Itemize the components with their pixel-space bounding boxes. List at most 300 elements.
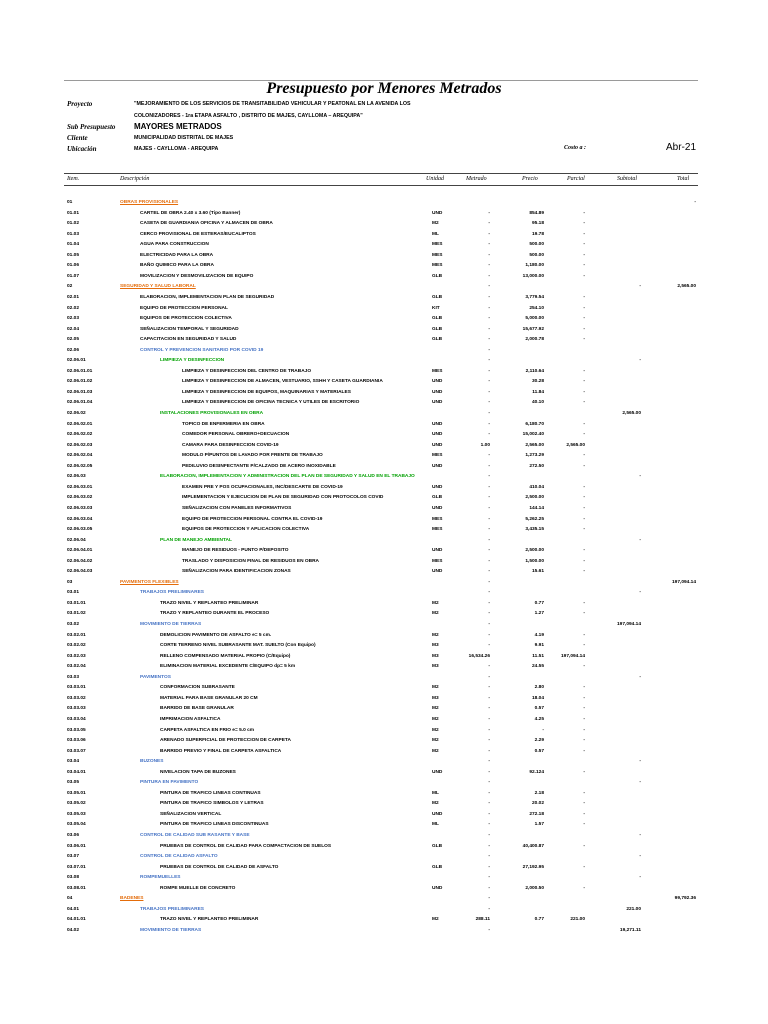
column-header-subtotal: Subtotal: [617, 176, 638, 182]
description-cell: DEMOLICION PAVIMENTO DE ASFALTO e= 5 cm.: [160, 632, 272, 638]
parcial-cell: -: [583, 801, 585, 807]
description-cell: ARENADO SUPERFICIAL DE PROTECCION DE CARPETA: [160, 738, 291, 744]
metrado-cell: -: [488, 822, 490, 828]
item-cell: 04.01.01: [67, 917, 86, 923]
item-cell: 01.05: [67, 252, 80, 258]
metrado-cell: -: [488, 906, 490, 912]
description-cell: INSTALACIONES PROVISIONALES EN OBRA: [160, 411, 264, 416]
table-row: [0, 873, 768, 884]
column-header-precio: Precio: [522, 176, 538, 182]
metrado-cell: -: [488, 695, 490, 701]
item-cell: 02.06.04.03: [67, 569, 93, 575]
unit-cell: GLB: [432, 326, 443, 332]
total-cell: -: [694, 200, 696, 205]
precio-cell: 2.29: [534, 738, 544, 744]
metrado-cell: -: [488, 527, 490, 533]
precio-cell: 13,000.00: [522, 273, 544, 279]
metrado-cell: -: [488, 326, 490, 332]
item-cell: 03.05.01: [67, 790, 86, 796]
metrado-cell: 1.00: [480, 442, 490, 448]
table-row: [0, 852, 768, 863]
table-row: [0, 736, 768, 747]
table-row: [0, 631, 768, 642]
metrado-cell: -: [488, 801, 490, 807]
unit-cell: M2: [432, 727, 439, 733]
table-row: [0, 588, 768, 599]
precio-cell: 854.89: [529, 210, 544, 216]
unit-cell: MES: [432, 527, 443, 533]
table-row: [0, 820, 768, 831]
subtotal-cell: -: [639, 674, 641, 680]
metrado-cell: -: [488, 516, 490, 522]
metrado-cell: -: [488, 780, 490, 786]
description-cell: SEGURIDAD Y SALUD LABORAL: [120, 284, 196, 290]
description-cell: NIVELACION TAPA DE BUZONES: [160, 769, 236, 775]
precio-cell: 2,500.00: [525, 548, 544, 554]
description-cell: MOVIMIENTO DE TIERRAS: [140, 622, 202, 627]
table-row: [0, 493, 768, 504]
precio-cell: 2,000.78: [525, 337, 544, 343]
table-row: [0, 441, 768, 452]
item-cell: 03.05.03: [67, 811, 86, 817]
item-cell: 02.06.02.03: [67, 442, 93, 448]
unit-cell: MES: [432, 242, 443, 248]
description-cell: EQUIPO DE PROTECCION PERSONAL CONTRA EL COVID-19: [182, 516, 323, 522]
metrado-cell: -: [488, 294, 490, 300]
ubicacion-label: Ubicación: [67, 145, 97, 153]
parcial-cell: -: [583, 600, 585, 606]
description-cell: MATERIAL PARA BASE GRANULAR 20 CM: [160, 695, 258, 701]
description-cell: PRUEBAS DE CONTROL DE CALIDAD PARA COMPACTACION DE SUELOS: [160, 843, 332, 849]
table-row: [0, 789, 768, 800]
parcial-cell: -: [583, 727, 585, 733]
table-row: [0, 251, 768, 262]
header-rule-bottom: [64, 185, 698, 186]
unit-cell: GLB: [432, 337, 443, 343]
precio-cell: 2,565.00: [525, 442, 544, 448]
description-cell: SEÑALIZACION PARA IDENTIFICACION ZONAS: [182, 569, 291, 575]
column-header-descripcion: Descripción: [120, 176, 150, 182]
description-cell: CAPACITACION EN SEGURIDAD Y SALUD: [140, 337, 237, 343]
metrado-cell: -: [488, 590, 490, 596]
unit-cell: GLB: [432, 495, 443, 501]
precio-cell: 144.14: [529, 505, 544, 511]
table-row: [0, 673, 768, 684]
subtotal-cell: -: [639, 474, 641, 480]
item-cell: 01.03: [67, 231, 80, 237]
description-cell: TRASLADO Y DISPOSICION FINAL DE RESIDUOS EN OBRA: [182, 558, 319, 564]
precio-cell: 3,779.54: [525, 294, 544, 300]
table-row: [0, 926, 768, 937]
metrado-cell: -: [488, 558, 490, 564]
table-row: [0, 261, 768, 272]
item-cell: 03.05.02: [67, 801, 86, 807]
description-cell: LIMPIEZA Y DESINFECCION: [160, 358, 225, 364]
precio-cell: 9.91: [534, 643, 544, 649]
description-cell: CONTROL DE CALIDAD SUB RASANTE Y BASE: [140, 833, 250, 838]
parcial-cell: -: [583, 569, 585, 575]
metrado-cell: -: [488, 885, 490, 891]
parcial-cell: -: [583, 231, 585, 237]
metrado-cell: -: [488, 716, 490, 722]
table-row: [0, 198, 768, 209]
parcial-cell: -: [583, 316, 585, 322]
table-row: [0, 546, 768, 557]
subtotal-cell: -: [639, 854, 641, 860]
parcial-cell: -: [583, 843, 585, 849]
metrado-cell: -: [488, 790, 490, 796]
table-row: [0, 282, 768, 293]
table-row: [0, 799, 768, 810]
item-cell: 02: [67, 284, 73, 290]
metrado-cell: -: [488, 706, 490, 712]
precio-cell: 5,262.25: [525, 516, 544, 522]
parcial-cell: -: [583, 558, 585, 564]
fecha-label: Costo a :: [564, 145, 587, 151]
description-cell: CASETA DE GUARDIANIA OFICINA Y ALMACEN DE OBRA: [140, 221, 273, 227]
table-row: [0, 504, 768, 515]
subtotal-cell: 221.00: [626, 906, 641, 912]
column-header-parcial: Parcial: [567, 176, 585, 182]
precio-cell: 0.57: [534, 706, 544, 712]
subtotal-cell: -: [639, 590, 641, 596]
parcial-cell: -: [583, 822, 585, 828]
description-cell: SEÑALIZACION CON PANELES INFORMATIVOS: [182, 505, 292, 511]
parcial-cell: -: [583, 400, 585, 406]
precio-cell: 4.25: [534, 716, 544, 722]
unit-cell: M3: [432, 695, 439, 701]
parcial-cell: -: [583, 885, 585, 891]
unit-cell: UND: [432, 505, 443, 511]
parcial-cell: -: [583, 790, 585, 796]
item-cell: 03.07.01: [67, 864, 86, 870]
subpresupuesto-label: Sub Presupuesto: [67, 123, 116, 131]
description-cell: MOVILIZACION Y DESMOVILIZACION DE EQUIPO: [140, 273, 254, 279]
metrado-cell: -: [488, 927, 490, 933]
table-row: [0, 884, 768, 895]
table-row: [0, 209, 768, 220]
metrado-cell: -: [488, 411, 490, 416]
table-row: [0, 609, 768, 620]
item-cell: 01.04: [67, 242, 80, 248]
unit-cell: M2: [432, 738, 439, 744]
unit-cell: ML: [432, 790, 439, 796]
table-row: [0, 325, 768, 336]
parcial-cell: -: [583, 495, 585, 501]
metrado-cell: -: [488, 242, 490, 248]
parcial-cell: 2,565.00: [566, 442, 585, 448]
total-cell: 99,792.36: [674, 896, 696, 902]
metrado-cell: -: [488, 738, 490, 744]
metrado-cell: -: [488, 273, 490, 279]
precio-cell: 11.84: [532, 389, 544, 395]
unit-cell: M2: [432, 685, 439, 691]
table-row: [0, 483, 768, 494]
item-cell: 02.06.02: [67, 411, 86, 416]
table-row: [0, 778, 768, 789]
description-cell: PLAN DE MANEJO AMBIENTAL: [160, 537, 232, 543]
unit-cell: M3: [432, 653, 439, 659]
table-row: [0, 420, 768, 431]
table-row: [0, 367, 768, 378]
parcial-cell: -: [583, 294, 585, 300]
parcial-cell: -: [583, 864, 585, 870]
item-cell: 02.06.02.05: [67, 463, 93, 469]
description-cell: PINTURA DE TRAFICO SIMBOLOS Y LETRAS: [160, 801, 264, 807]
table-row: [0, 377, 768, 388]
table-row: [0, 230, 768, 241]
unit-cell: MES: [432, 263, 443, 269]
table-row: [0, 462, 768, 473]
item-cell: 03.02.04: [67, 664, 86, 670]
table-row: [0, 557, 768, 568]
parcial-cell: -: [583, 769, 585, 775]
item-cell: 02.06.03.01: [67, 484, 93, 490]
description-cell: TRABAJOS PRELIMINARES: [140, 906, 204, 912]
metrado-cell: -: [488, 537, 490, 543]
parcial-cell: -: [583, 432, 585, 438]
table-row: [0, 409, 768, 420]
metrado-cell: -: [488, 769, 490, 775]
item-cell: 03.05: [67, 780, 80, 786]
metrado-cell: -: [488, 389, 490, 395]
precio-cell: 20.02: [531, 801, 544, 807]
item-cell: 03.03.05: [67, 727, 86, 733]
subtotal-cell: -: [639, 358, 641, 364]
precio-cell: 0.77: [534, 917, 544, 923]
precio-cell: 6,180.70: [525, 421, 544, 427]
subtotal-cell: -: [639, 780, 641, 786]
parcial-cell: -: [583, 273, 585, 279]
metrado-cell: -: [488, 252, 490, 258]
item-cell: 02.06: [67, 347, 80, 353]
description-cell: TRAZO Y REPLANTEO DURANTE EL PROCESO: [160, 611, 270, 617]
table-row: [0, 578, 768, 589]
metrado-cell: -: [488, 759, 490, 765]
unit-cell: MES: [432, 453, 443, 459]
description-cell: TRAZO NIVEL Y REPLANTEO PRELIMINAR: [160, 917, 259, 923]
subtotal-cell: -: [639, 284, 641, 290]
unit-cell: UND: [432, 811, 443, 817]
item-cell: 03.01.02: [67, 611, 86, 617]
parcial-cell: -: [583, 527, 585, 533]
precio-cell: 40.10: [531, 400, 544, 406]
unit-cell: M2: [432, 600, 439, 606]
parcial-cell: -: [583, 716, 585, 722]
unit-cell: UND: [432, 379, 443, 385]
precio-cell: 95.18: [531, 221, 544, 227]
description-cell: ROMPEMUELLES: [140, 875, 181, 881]
table-row: [0, 842, 768, 853]
item-cell: 02.06.01.04: [67, 400, 93, 406]
description-cell: SEÑALIZACION TEMPORAL Y SEGURIDAD: [140, 326, 239, 332]
item-cell: 02.06.01.03: [67, 389, 93, 395]
metrado-cell: -: [488, 843, 490, 849]
precio-cell: 15,677.92: [522, 326, 544, 332]
unit-cell: M2: [432, 917, 439, 923]
precio-cell: -: [542, 727, 544, 733]
parcial-cell: 197,094.14: [560, 653, 585, 659]
metrado-cell: 16,534.26: [468, 653, 490, 659]
unit-cell: GLB: [432, 316, 443, 322]
precio-cell: 19.78: [531, 231, 544, 237]
item-cell: 03.01: [67, 590, 80, 596]
description-cell: EXAMEN PRE Y POS OCUPACIONALES, INC/DESCARTE DE COVID-19: [182, 484, 343, 490]
description-cell: LIMPIEZA Y DESINFECCION DE OFICINA TECNICA Y UTILES DE ESCRITORIO: [182, 400, 360, 406]
precio-cell: 2.80: [534, 685, 544, 691]
item-cell: 01.01: [67, 210, 80, 216]
metrado-cell: -: [488, 432, 490, 438]
parcial-cell: -: [583, 368, 585, 374]
subpresupuesto-value: MAYORES METRADOS: [134, 122, 222, 131]
table-row: [0, 831, 768, 842]
description-cell: CAMARA PARA DESINFECCION COVID-19: [182, 442, 279, 448]
unit-cell: ML: [432, 822, 439, 828]
parcial-cell: -: [583, 632, 585, 638]
precio-cell: 4.19: [534, 632, 544, 638]
description-cell: CORTE TERRENO NIVEL SUBRASANTE MAT. SUELTO (Con Equipo): [160, 643, 316, 649]
table-row: [0, 747, 768, 758]
precio-cell: 27,192.95: [522, 864, 544, 870]
unit-cell: M2: [432, 748, 439, 754]
parcial-cell: -: [583, 811, 585, 817]
description-cell: IMPLEMENTACION Y EJECUCION DE PLAN DE SEGURIDAD CON PROTOCOLOS COVID: [182, 495, 384, 501]
table-row: [0, 293, 768, 304]
metrado-cell: -: [488, 727, 490, 733]
parcial-cell: -: [583, 611, 585, 617]
proyecto-label: Proyecto: [67, 100, 93, 108]
item-cell: 03: [67, 579, 73, 585]
subtotal-cell: 19,271.11: [619, 927, 641, 933]
item-cell: 02.06.04: [67, 537, 86, 543]
metrado-cell: 288.11: [475, 917, 490, 923]
description-cell: CONTROL DE CALIDAD ASFALTO: [140, 854, 218, 860]
description-cell: LIMPIEZA Y DESINFECCION DEL CENTRO DE TRABAJO: [182, 368, 312, 374]
precio-cell: 15.61: [531, 569, 544, 575]
precio-cell: 2,500.00: [525, 495, 544, 501]
table-row: [0, 240, 768, 251]
unit-cell: UND: [432, 885, 443, 891]
item-cell: 04.01: [67, 906, 80, 912]
precio-cell: 1,180.00: [525, 263, 544, 269]
description-cell: PINTURA DE TRAFICO LINEAS DISCONTINUAS: [160, 822, 269, 828]
proyecto-line-1: "MEJORAMIENTO DE LOS SERVICIOS DE TRANSITABILIDAD VEHICULAR Y PEATONAL EN LA AVENIDA LOS: [134, 101, 411, 107]
table-row: [0, 863, 768, 874]
item-cell: 01.02: [67, 221, 80, 227]
description-cell: BARRIDO PREVIO Y FINAL DE CARPETA ASFALTICA: [160, 748, 282, 754]
parcial-cell: -: [583, 706, 585, 712]
column-header-total: Total: [677, 176, 690, 182]
description-cell: MOVIMIENTO DE TIERRAS: [140, 927, 202, 933]
unit-cell: GLB: [432, 864, 443, 870]
description-cell: ELABORACION, IMPLEMENTACION PLAN DE SEGURIDAD: [140, 294, 275, 300]
precio-cell: 500.00: [529, 252, 544, 258]
description-cell: CONTROL Y PREVENCION SANITARIO POR COVID 19: [140, 347, 264, 353]
subtotal-cell: 197,094.14: [616, 622, 641, 627]
table-row: [0, 683, 768, 694]
table-row: [0, 905, 768, 916]
item-cell: 01.07: [67, 273, 80, 279]
description-cell: ELECTRICIDAD PARA LA OBRA: [140, 252, 214, 258]
table-row: [0, 356, 768, 367]
item-cell: 02.06.02.02: [67, 432, 93, 438]
item-cell: 03.07: [67, 854, 80, 860]
description-cell: BUZONES: [140, 759, 164, 765]
item-cell: 03.03.04: [67, 716, 86, 722]
metrado-cell: -: [488, 474, 490, 480]
precio-cell: 11.51: [532, 653, 544, 659]
unit-cell: M2: [432, 611, 439, 617]
parcial-cell: -: [583, 516, 585, 522]
table-row: [0, 536, 768, 547]
subtotal-cell: -: [639, 875, 641, 881]
unit-cell: UND: [432, 389, 443, 395]
metrado-cell: -: [488, 347, 490, 353]
parcial-cell: -: [583, 263, 585, 269]
description-cell: BADENES: [120, 896, 144, 902]
parcial-cell: -: [583, 337, 585, 343]
parcial-cell: -: [583, 643, 585, 649]
table-row: [0, 314, 768, 325]
table-row: [0, 272, 768, 283]
total-cell: 2,565.00: [677, 284, 696, 290]
description-cell: ROMPE MUELLE DE CONCRETO: [160, 885, 236, 891]
item-cell: 03.06.01: [67, 843, 86, 849]
item-cell: 03.04: [67, 759, 80, 765]
metrado-cell: -: [488, 811, 490, 817]
parcial-cell: -: [583, 305, 585, 311]
table-row: [0, 599, 768, 610]
description-cell: IMPRIMACION ASFALTICA: [160, 716, 221, 722]
precio-cell: 272.50: [529, 463, 544, 469]
metrado-cell: -: [488, 263, 490, 269]
parcial-cell: -: [583, 685, 585, 691]
precio-cell: 40,400.87: [522, 843, 544, 849]
description-cell: EQUIPOS DE PROTECCION Y APLICACION COLECTIVA: [182, 527, 310, 533]
cliente-label: Cliente: [67, 134, 88, 142]
metrado-cell: -: [488, 358, 490, 364]
table-row: [0, 915, 768, 926]
description-cell: TRAZO NIVEL Y REPLANTEO PRELIMINAR: [160, 600, 259, 606]
parcial-cell: 221.00: [570, 917, 585, 923]
description-cell: CERCO PROVISIONAL DE ESTERAS/EUCALIPTOS: [140, 231, 256, 237]
item-cell: 04: [67, 896, 73, 902]
unit-cell: UND: [432, 569, 443, 575]
item-cell: 02.03: [67, 316, 80, 322]
precio-cell: 2,110.64: [525, 368, 544, 374]
unit-cell: M2: [432, 716, 439, 722]
metrado-cell: -: [488, 548, 490, 554]
parcial-cell: -: [583, 242, 585, 248]
unit-cell: M3: [432, 643, 439, 649]
item-cell: 03.03: [67, 674, 80, 680]
parcial-cell: -: [583, 421, 585, 427]
column-header-metrado: Metrado: [466, 176, 487, 182]
unit-cell: M2: [432, 632, 439, 638]
parcial-cell: -: [583, 252, 585, 258]
metrado-cell: -: [488, 305, 490, 311]
metrado-cell: -: [488, 864, 490, 870]
precio-cell: 5,000.00: [525, 316, 544, 322]
metrado-cell: -: [488, 210, 490, 216]
metrado-cell: -: [488, 463, 490, 469]
precio-cell: 500.00: [529, 242, 544, 248]
item-cell: 03.02.02: [67, 643, 86, 649]
unit-cell: MES: [432, 252, 443, 258]
table-row: [0, 704, 768, 715]
description-cell: MANEJO DE RESIDUOS - PUNTO P/DEPOSITO: [182, 548, 289, 554]
unit-cell: UND: [432, 442, 443, 448]
